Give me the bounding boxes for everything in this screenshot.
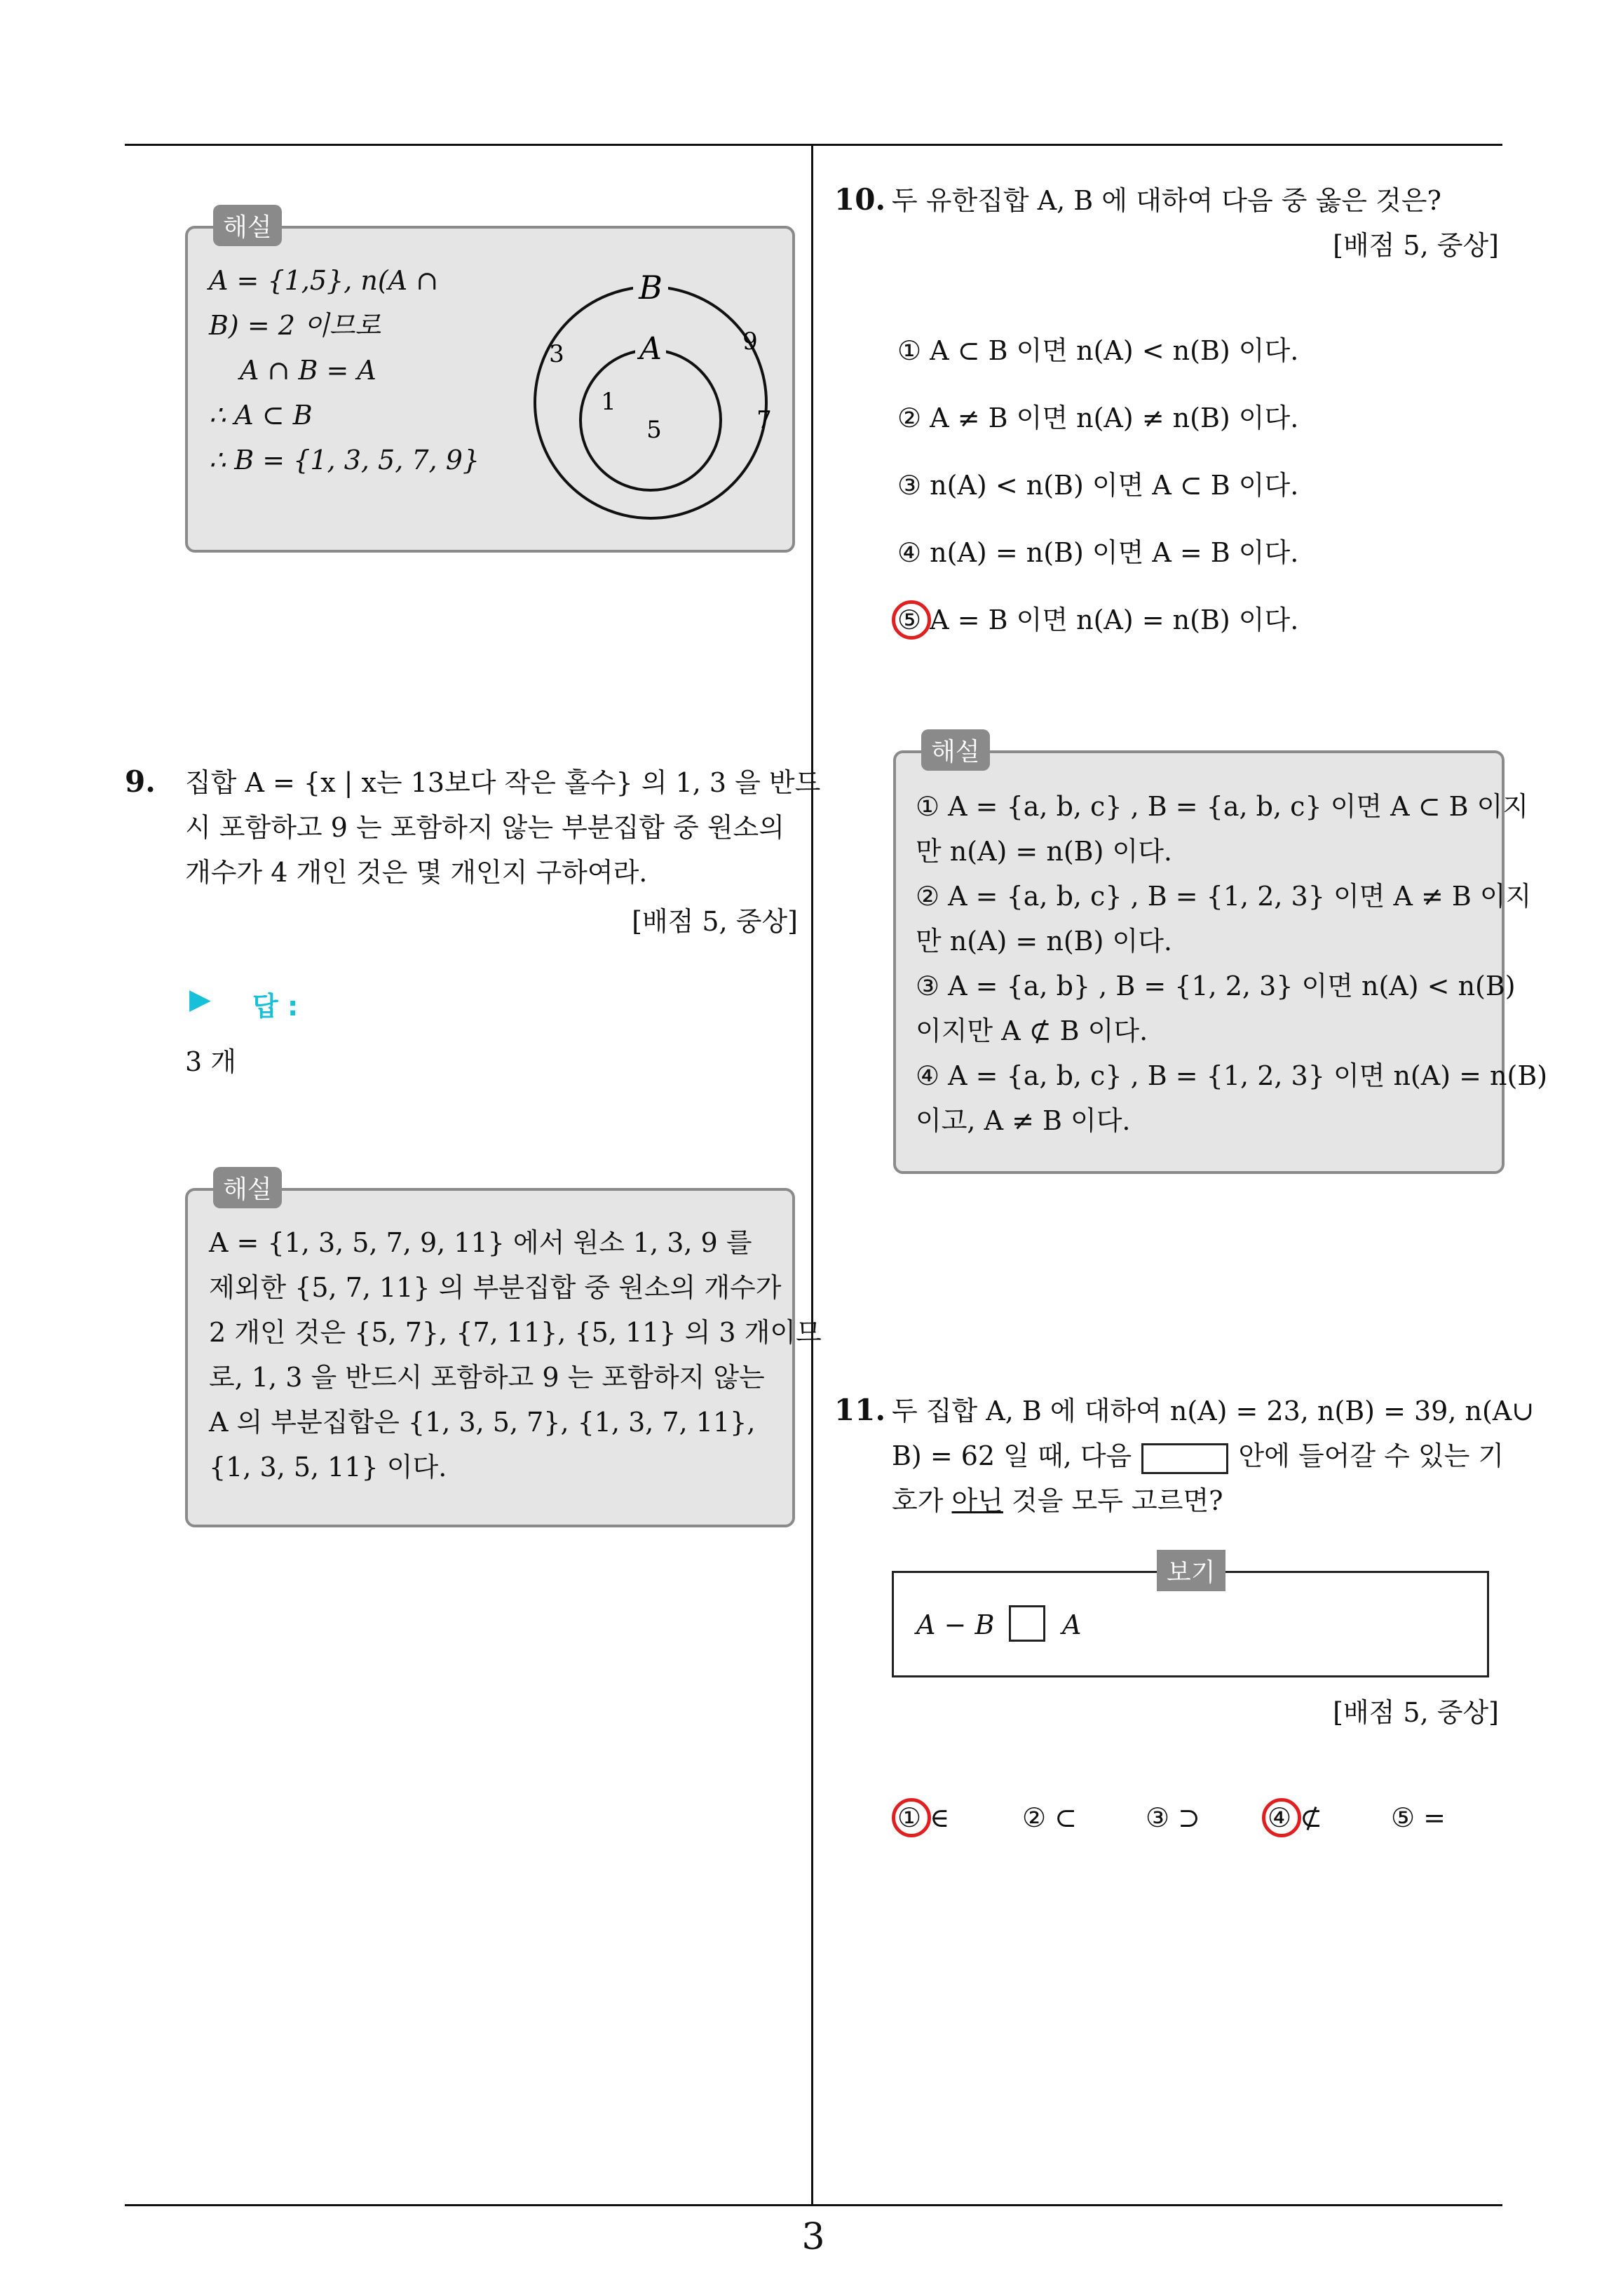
q10-solution-line: ④ A = {a, b, c} , B = {1, 2, 3} 이면 n(A) = n(B) xyxy=(916,1060,1548,1091)
bogi-right: A xyxy=(1062,1609,1082,1640)
q10-solution-line: ① A = {a, b, c} , B = {a, b, c} 이면 A ⊂ B 이지 xyxy=(916,791,1529,822)
bogi-left: A − B xyxy=(916,1609,995,1640)
q11-underlined-word: 아닌 xyxy=(951,1485,1003,1516)
venn-number: 3 xyxy=(549,340,564,368)
answer-mark-circle xyxy=(1262,1798,1301,1837)
q8-solution-line: ∴ A ⊂ B xyxy=(209,400,313,431)
q10-option-4 xyxy=(897,530,1298,575)
q9-solution-box xyxy=(185,1188,822,1527)
option-number: ③ xyxy=(1146,1802,1170,1833)
q10-option-3 xyxy=(897,463,1298,508)
q9-number: 9. xyxy=(125,764,156,799)
bogi-tag: 보기 xyxy=(1157,1550,1225,1591)
option-symbol: ⊃ xyxy=(1178,1802,1201,1833)
q11-number: 11. xyxy=(834,1393,886,1427)
q8-solution-line: ∴ B = {1, 3, 5, 7, 9} xyxy=(209,445,480,475)
q10-option-5 xyxy=(897,597,1298,642)
q10-solution-line: 이고, A ≠ B 이다. xyxy=(916,1105,1131,1136)
q9-text-line: 시 포함하고 9 는 포함하지 않는 부분집합 중 원소의 xyxy=(185,812,785,843)
venn-outer-label: B xyxy=(639,269,663,306)
option-number: ② xyxy=(897,403,922,433)
option-text: A ≠ B 이면 n(A) ≠ n(B) 이다. xyxy=(930,403,1299,433)
q10-solution-line: ② A = {a, b, c} , B = {1, 2, 3} 이면 A ≠ B 이지 xyxy=(916,881,1532,912)
bottom-rule xyxy=(125,2204,1502,2206)
option-symbol: = xyxy=(1423,1802,1446,1833)
q11-text-line xyxy=(892,1433,1504,1478)
q9-solution-line: {1, 3, 5, 11} 이다. xyxy=(209,1452,447,1483)
q9-solution-line: 제외한 {5, 7, 11} 의 부분집합 중 원소의 개수가 xyxy=(209,1272,782,1303)
option-symbol: ⊄ xyxy=(1300,1802,1323,1833)
answer-mark-circle xyxy=(892,600,931,640)
option-text: A = B 이면 n(A) = n(B) 이다. xyxy=(930,605,1299,635)
venn-inner-label: A xyxy=(639,331,662,367)
q9-solution-line: A 의 부분집합은 {1, 3, 5, 7}, {1, 3, 7, 11}, xyxy=(209,1407,756,1438)
option-number: ② xyxy=(1022,1802,1047,1833)
bogi-blank-box xyxy=(1009,1605,1045,1642)
option-number: ⑤ xyxy=(1391,1802,1415,1833)
option-number: ⑤ xyxy=(897,605,922,635)
q9-solution-line: 2 개인 것은 {5, 7}, {7, 11}, {5, 11} 의 3 개이므 xyxy=(209,1317,822,1348)
q10-solution-box xyxy=(893,750,1548,1174)
q8-solution-line: A = {1,5}, n(A ∩ xyxy=(209,265,439,296)
q10-solution-line: 만 n(A) = n(B) 이다. xyxy=(916,926,1172,957)
venn-number: 7 xyxy=(756,406,772,434)
venn-number: 9 xyxy=(742,327,758,356)
q11-text-segment: B) = 62 일 때, 다음 xyxy=(892,1440,1132,1471)
q10-number: 10. xyxy=(834,182,886,217)
q9-points: [배점 5, 중상] xyxy=(632,906,798,937)
q8-solution-line: A ∩ B = A xyxy=(240,355,376,386)
venn-outer-circle xyxy=(535,287,766,518)
page-number: 3 xyxy=(801,2216,825,2258)
option-number: ④ xyxy=(897,537,922,568)
column-divider xyxy=(811,144,813,2206)
q10-solution-line: ③ A = {a, b} , B = {1, 2, 3} 이면 n(A) < n(B) xyxy=(916,971,1516,1001)
q9-answer-label: 답 : xyxy=(252,991,299,1022)
q10-solution-line: 이지만 A ⊄ B 이다. xyxy=(916,1015,1148,1046)
q9-solution-tag: 해설 xyxy=(213,1167,282,1208)
option-number: ① xyxy=(897,335,922,366)
q11-text-segment: 것을 모두 고르면? xyxy=(1012,1485,1223,1516)
q9-solution-line: A = {1, 3, 5, 7, 9, 11} 에서 원소 1, 3, 9 를 xyxy=(209,1227,752,1258)
q10-solution-tag: 해설 xyxy=(921,729,990,771)
option-symbol: ∈ xyxy=(930,1802,950,1833)
q11-points: [배점 5, 중상] xyxy=(1333,1697,1499,1728)
q8-solution-box xyxy=(185,226,795,553)
venn-number: 1 xyxy=(601,388,616,416)
venn-diagram xyxy=(524,262,777,529)
q11-option-3 xyxy=(1146,1795,1200,1840)
option-number: ④ xyxy=(1268,1802,1292,1833)
q8-solution-line: B) = 2 이므로 xyxy=(209,310,381,341)
q10-option-2 xyxy=(897,396,1298,440)
venn-number: 5 xyxy=(646,416,662,444)
answer-mark-circle xyxy=(892,1798,931,1837)
option-text: n(A) < n(B) 이면 A ⊂ B 이다. xyxy=(930,470,1299,501)
q9-text-line: 개수가 4 개인 것은 몇 개인지 구하여라. xyxy=(185,857,648,888)
answer-arrow-icon: ▶ xyxy=(189,983,211,1015)
q11-text-segment: 안에 들어갈 수 있는 기 xyxy=(1238,1440,1505,1471)
q11-text-segment: 호가 xyxy=(892,1485,944,1516)
q10-points: [배점 5, 중상] xyxy=(1333,230,1499,261)
option-number: ③ xyxy=(897,470,922,501)
top-rule xyxy=(125,144,1502,146)
option-text: n(A) = n(B) 이면 A = B 이다. xyxy=(930,537,1299,568)
q11-text-line: 두 집합 A, B 에 대하여 n(A) = 23, n(B) = 39, n(A∪ xyxy=(892,1396,1535,1426)
q11-text-line xyxy=(892,1478,1223,1523)
q9-text-line: 집합 A = {x | x는 13보다 작은 홀수} 의 1, 3 을 반드 xyxy=(185,767,821,798)
q11-option-5 xyxy=(1391,1795,1446,1840)
q11-option-2 xyxy=(1022,1795,1077,1840)
q10-option-1 xyxy=(897,328,1298,373)
q8-solution-tag: 해설 xyxy=(213,205,282,246)
q9-solution-line: 로, 1, 3 을 반드시 포함하고 9 는 포함하지 않는 xyxy=(209,1362,765,1393)
q10-question: 두 유한집합 A, B 에 대하여 다음 중 옳은 것은? xyxy=(892,185,1441,216)
q10-solution-line: 만 n(A) = n(B) 이다. xyxy=(916,836,1172,867)
option-text: A ⊂ B 이면 n(A) < n(B) 이다. xyxy=(930,335,1299,366)
option-symbol: ⊂ xyxy=(1054,1802,1078,1833)
blank-box xyxy=(1141,1443,1228,1474)
q9-answer: 3 개 xyxy=(185,1046,236,1077)
option-number: ① xyxy=(897,1802,922,1833)
